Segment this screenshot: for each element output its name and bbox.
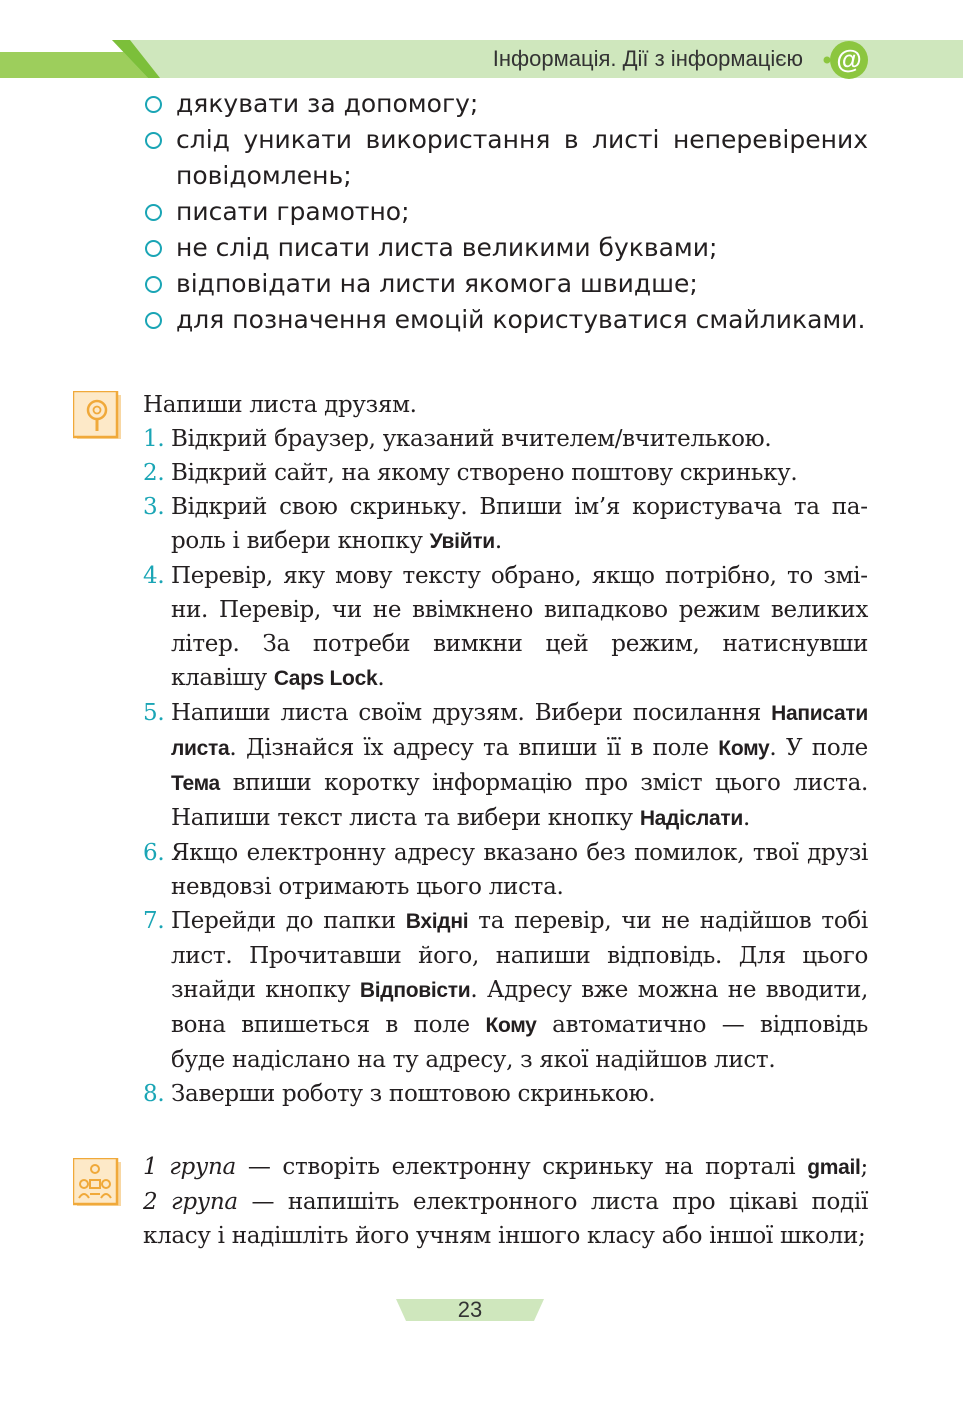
header-band-shape [0, 40, 963, 78]
ui-term: Відповісти [359, 979, 471, 1002]
task-steps-list [143, 422, 868, 1111]
svg-text:@: @ [836, 44, 862, 74]
bullet-circle-icon [145, 276, 162, 293]
group-task-line [143, 1185, 868, 1219]
text-run: автоматично — відповідь буде надіслано на ту адресу, з якої надійшов лист. [171, 1012, 868, 1073]
header-band [0, 40, 963, 78]
text-run: . Адресу вже можна не вводити, вона впишеться в поле [171, 977, 868, 1038]
bullet-text: відповідати на листи якомога швидше; [176, 269, 698, 298]
text-run: . [377, 665, 385, 691]
task-step [143, 1077, 868, 1111]
bullet-text: для позначення емоцій користуватися смайликами. [176, 305, 866, 334]
bullet-text: не слід писати листа великими буквами; [176, 233, 718, 262]
group-work-icon [73, 1158, 123, 1208]
ui-term: Вхідні [405, 910, 469, 933]
text-run: — напишіть електронного листа про цікаві події [237, 1189, 868, 1215]
page-number: 23 [457, 1297, 483, 1322]
text-run: Якщо електронну адресу вказано без помилок, твої друзі невдовзі отримають цього листа. [171, 840, 868, 900]
at-sign-icon [823, 38, 871, 82]
group-label: 1 група [143, 1154, 236, 1180]
ui-term: Кому [485, 1014, 537, 1037]
step-number: 3. [143, 494, 165, 520]
bullet-item [143, 122, 868, 194]
step-number: 1. [143, 426, 165, 452]
text-run: . [743, 805, 751, 831]
bullet-circle-icon [145, 240, 162, 257]
task-step [143, 490, 868, 559]
bullet-circle-icon [145, 132, 162, 149]
task-step [143, 422, 868, 456]
bullet-item [143, 266, 868, 302]
running-header-title: Інформація. Дії з інформацією [492, 46, 803, 71]
task-step [143, 559, 868, 696]
group-task [143, 1150, 868, 1253]
ui-term: Кому [718, 737, 770, 760]
bullet-item [143, 194, 868, 230]
etiquette-bullet-list [143, 86, 868, 338]
step-number: 8. [143, 1081, 165, 1107]
bullet-text: писати грамотно; [176, 197, 410, 226]
bullet-circle-icon [145, 96, 162, 113]
group-label: 2 група [143, 1189, 238, 1215]
ui-term: Тема [171, 772, 220, 795]
bullet-circle-icon [145, 312, 162, 329]
bullet-circle-icon [145, 204, 162, 221]
text-run: Заверши роботу з поштовою скринькою. [171, 1081, 656, 1107]
task-intro: Напиши листа друзям. [143, 392, 417, 418]
text-run: ; [860, 1154, 868, 1180]
text-run: . У поле [769, 735, 868, 761]
text-run: Перевір, яку мову тексту обрано, якщо потрібно, то зміни. Перевір, чи не ввімкнено випадково режим великих літер. За потреби вимкни цей режим, натиснувши клавішу [171, 563, 868, 691]
text-run: Напиши листа своїм друзям. Вибери посилання [171, 700, 772, 726]
text-run: Відкрий браузер, указаний вчителем/вчителькою. [171, 426, 772, 452]
ui-term: Надіслати [639, 807, 744, 830]
group-task-line [143, 1219, 868, 1253]
step-number: 6. [143, 840, 165, 866]
text-run: та перевір, чи не надійшов тобі лист. Прочитавши його, напиши відповідь. Для цього знайди кнопку [171, 908, 868, 1003]
bullet-text: дякувати за допомогу; [176, 89, 479, 118]
task-step [143, 836, 868, 904]
text-run: — створіть електронну скриньку на порталі [235, 1154, 808, 1180]
text-run: впиши коротку інформацію про зміст цього листа. Напиши текст листа та вибери кнопку [171, 770, 868, 831]
bullet-item [143, 86, 868, 122]
step-number: 4. [143, 563, 165, 589]
text-run: Відкрий сайт, на якому створено поштову скриньку. [171, 460, 798, 486]
bullet-item [143, 302, 868, 338]
text-run: Відкрий свою скриньку. Впиши ім’я користувача та пароль і вибери кнопку [171, 494, 868, 554]
step-number: 7. [143, 908, 165, 934]
ui-term: gmail [807, 1156, 861, 1179]
text-run: класу і надішліть його учням іншого класу або іншої школи; [143, 1223, 866, 1249]
text-run: . [494, 528, 502, 554]
task-step [143, 904, 868, 1077]
text-run: Перейди до папки [171, 908, 406, 934]
bullet-item [143, 230, 868, 266]
ui-term: Увійти [429, 530, 495, 553]
bullet-text: слід уникати використання в листі неперевірених повідомлень; [176, 125, 868, 190]
step-number: 5. [143, 700, 165, 726]
group-task-line [143, 1150, 868, 1185]
practical-task [143, 388, 868, 1111]
task-step [143, 696, 868, 836]
magnifier-practice-icon [73, 391, 123, 441]
task-step [143, 456, 868, 490]
step-number: 2. [143, 460, 165, 486]
ui-term: Caps Lock [273, 667, 378, 690]
ui-term: Написати листа [171, 702, 868, 760]
text-run: . Дізнайся їх адресу та впиши її в поле [229, 735, 719, 761]
